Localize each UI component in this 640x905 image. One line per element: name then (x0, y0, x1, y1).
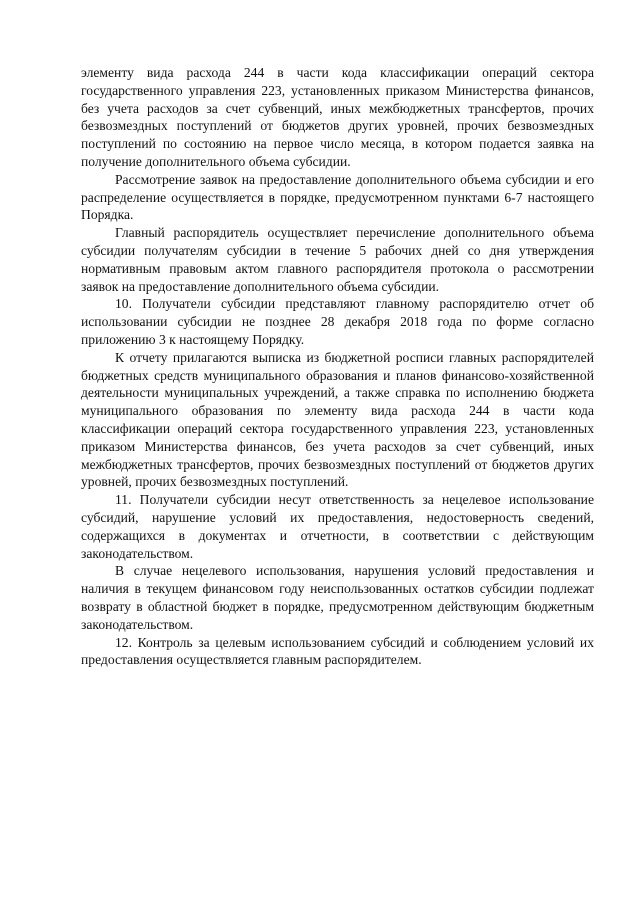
paragraph: элементу вида расхода 244 в части кода классификации операций сектора государственного управления 223, установленных приказом Министерства финансов, без учета расходов за счет субвенций, иных межбюджетных трансфертов, прочих безвозмездных поступлений от бюджетов других уровней, прочих безвозмездных поступлений по состоянию на первое число месяца, в котором подается заявка на получение дополнительного объема субсидии. (81, 65, 594, 169)
paragraph: К отчету прилагаются выписка из бюджетной росписи главных распорядителей бюджетных средств муниципального образования и планов финансово-хозяйственной деятельности муниципальных учреждений, а также справка по исполнению бюджета муниципального образования по элементу вида расхода 244 в части кода классификации операций сектора государственного управления 223, установленных приказом Министерства финансов, без учета расходов за счет субвенций, иных межбюджетных трансфертов, прочих безвозмездных поступлений от бюджетов других уровней, прочих безвозмездных поступлений. (81, 349, 594, 490)
paragraph-item-11: 11. Получатели субсидии несут ответственность за нецелевое использование субсидий, нарушение условий их предоставления, недостоверность сведений, содержащихся в документах и отчетности, в соответствии с действующим законодательством. (81, 492, 594, 561)
paragraph: Главный распорядитель осуществляет перечисление дополнительного объема субсидии получателям субсидии в течение 5 рабочих дней со дня утверждения нормативным правовым актом главного распорядителя протокола о рассмотрении заявок на предоставление дополнительного объема субсидии. (81, 225, 594, 294)
paragraph: В случае нецелевого использования, нарушения условий предоставления и наличия в текущем финансовом году неиспользованных остатков субсидии подлежат возврату в областной бюджет в порядке, предусмотренном действующим бюджетным законодательством. (81, 563, 594, 632)
paragraph-item-12: 12. Контроль за целевым использованием субсидий и соблюдением условий их предоставления осуществляется главным распорядителем. (81, 634, 594, 668)
paragraph: Рассмотрение заявок на предоставление дополнительного объема субсидии и его распределение осуществляется в порядке, предусмотренном пунктами 6-7 настоящего Порядка. (81, 171, 594, 223)
paragraph-item-10: 10. Получатели субсидии представляют главному распорядителю отчет об использовании субсидии не позднее 28 декабря 2018 года по форме согласно приложению 3 к настоящему Порядку. (81, 296, 594, 347)
document-body (81, 64, 594, 669)
